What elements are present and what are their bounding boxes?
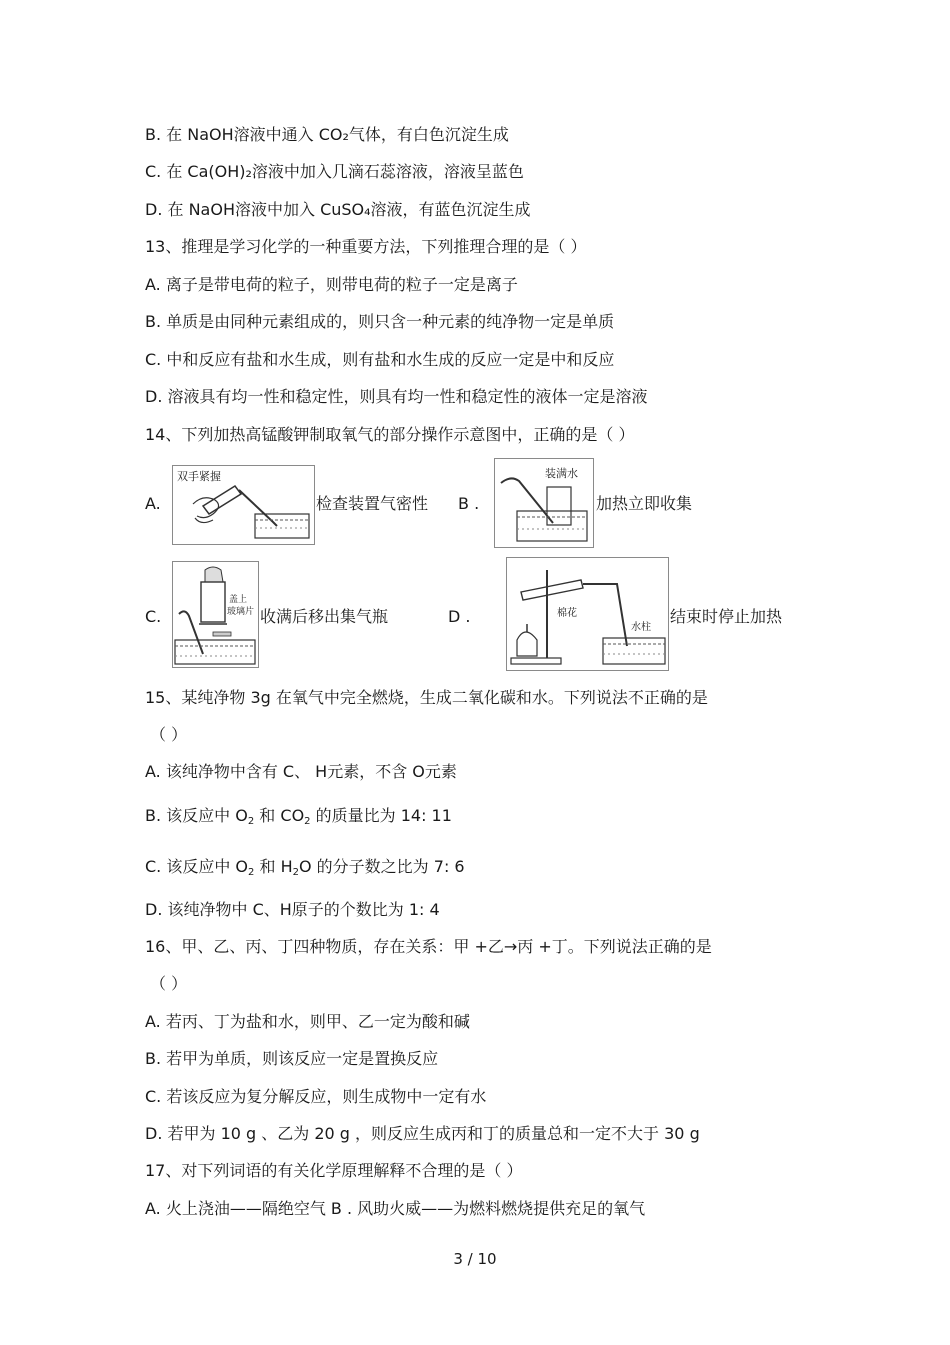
q17-stem: 17、对下列词语的有关化学原理解释不合理的是（ ） xyxy=(145,1161,523,1180)
q16-stem: 16、甲、乙、丙、丁四种物质，存在关系：甲 +乙→丙 +丁。下列说法正确的是 xyxy=(145,937,712,956)
q14-option-d-text: 结束时停止加热 xyxy=(670,607,783,626)
q16-option-b: B. 若甲为单质，则该反应一定是置换反应 xyxy=(145,1049,439,1068)
figure-move-gas-jar xyxy=(172,561,259,668)
page-number: 3 / 10 xyxy=(453,1250,497,1268)
q16-option-c: C. 若该反应为复分解反应，则生成物中一定有水 xyxy=(145,1087,487,1106)
figure-airtightness-check xyxy=(172,465,315,545)
q13-option-a: A. 离子是带电荷的粒子，则带电荷的粒子一定是离子 xyxy=(145,275,518,294)
q12-option-d: D. 在 NaOH溶液中加入 CuSO₄溶液，有蓝色沉淀生成 xyxy=(145,200,531,219)
figure-d-label-2: 水柱 xyxy=(631,622,651,633)
q12-option-b: B. 在 NaOH溶液中通入 CO₂气体，有白色沉淀生成 xyxy=(145,125,509,144)
q14-option-b-label: B . xyxy=(458,494,480,513)
figure-stop-heating xyxy=(506,557,669,671)
q12-option-c: C. 在 Ca(OH)₂溶液中加入几滴石蕊溶液，溶液呈蓝色 xyxy=(145,162,524,181)
q16-option-d: D. 若甲为 10 g 、乙为 20 g ，则反应生成丙和丁的质量总和一定不大于 30 g xyxy=(145,1124,700,1143)
q16-answer-paren: （ ） xyxy=(150,974,188,993)
q14-option-a-text: 检查装置气密性 xyxy=(316,494,429,513)
q13-option-d: D. 溶液具有均一性和稳定性，则具有均一性和稳定性的液体一定是溶液 xyxy=(145,387,648,406)
q14-option-c-text: 收满后移出集气瓶 xyxy=(260,607,389,626)
q14-stem: 14、下列加热高锰酸钾制取氧气的部分操作示意图中，正确的是（ ） xyxy=(145,425,635,444)
q15-answer-paren: （ ） xyxy=(150,725,188,744)
figure-c-label-2: 玻璃片 xyxy=(227,607,255,617)
figure-a-label: 双手紧握 xyxy=(177,470,221,483)
figure-c-label-1: 盖上 xyxy=(229,595,248,605)
q13-option-c: C. 中和反应有盐和水生成，则有盐和水生成的反应一定是中和反应 xyxy=(145,350,615,369)
q16-option-a: A. 若丙、丁为盐和水，则甲、乙一定为酸和碱 xyxy=(145,1012,470,1031)
q15-stem: 15、某纯净物 3g 在氧气中完全燃烧，生成二氧化碳和水。下列说法不正确的是 xyxy=(145,688,708,707)
q14-option-c-label: C. xyxy=(145,607,162,626)
q15-option-c: C. 该反应中 $O_2$ 和 $H_2O$ 的分子数之比为 7: 6 xyxy=(145,857,465,878)
q17-options-ab: A. 火上浇油——隔绝空气 B . 风助火威——为燃料燃烧提供充足的氧气 xyxy=(145,1199,646,1218)
figure-immediate-collection xyxy=(494,458,594,548)
q14-option-a-label: A. xyxy=(145,494,161,513)
q15-option-b: B. 该反应中 $O_2$ 和 $CO_2$ 的质量比为 14: 11 xyxy=(145,806,452,827)
q14-option-d-label: D . xyxy=(448,607,471,626)
q15-option-d: D. 该纯净物中 C、H原子的个数比为 1: 4 xyxy=(145,900,440,919)
q13-stem: 13、推理是学习化学的一种重要方法，下列推理合理的是（ ） xyxy=(145,237,587,256)
figure-d-label-1: 棉花 xyxy=(557,608,577,619)
q13-option-b: B. 单质是由同种元素组成的，则只含一种元素的纯净物一定是单质 xyxy=(145,312,615,331)
figure-b-label: 装满水 xyxy=(545,467,578,480)
q15-option-a: A. 该纯净物中含有 C、 H元素，不含 O元素 xyxy=(145,762,457,781)
q14-option-b-text: 加热立即收集 xyxy=(596,494,693,513)
